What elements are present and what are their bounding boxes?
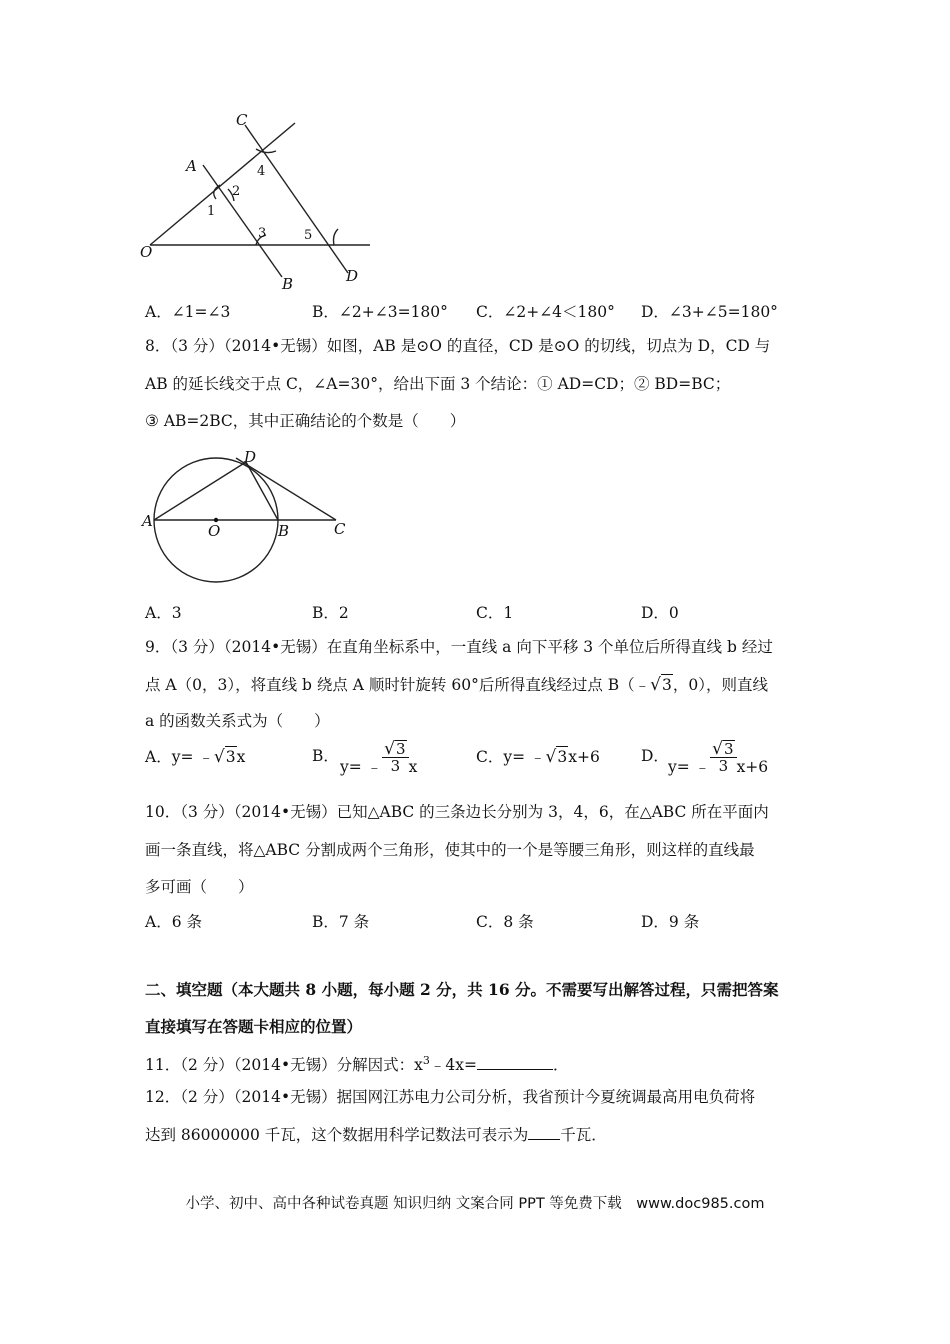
page-footer: 小学、初中、高中各种试卷真题 知识归纳 文案合同 PPT 等免费下载 www.doc985.com: [185, 1196, 765, 1212]
line-a-b: [203, 165, 282, 277]
answer-blank: [528, 1125, 560, 1140]
fraction-numerator: [382, 740, 408, 758]
q10-option-a: A．6 条: [145, 913, 202, 931]
q11-mid: ﹣4x=: [429, 1056, 477, 1075]
fraction-denominator: 3: [718, 757, 729, 775]
q9-line2-radicand: 3: [662, 676, 672, 694]
line-o-c: [150, 123, 295, 245]
option-prefix: y= ﹣: [171, 748, 214, 766]
q9-option-d-expr: [668, 740, 768, 774]
q10-option-b: B．7 条: [312, 913, 370, 931]
fraction: [710, 740, 736, 774]
label-o: O: [208, 522, 221, 540]
sqrt-symbol: √: [545, 747, 557, 767]
sqrt-symbol: √: [384, 739, 396, 759]
q9-text-line-2: [145, 674, 768, 695]
q10-option-d: D．9 条: [641, 913, 700, 931]
label-a: A: [186, 157, 197, 175]
q12-text-line-2: [145, 1125, 607, 1145]
q11-exponent: 3: [422, 1054, 430, 1067]
q8-text-line-3: ③ AB=2BC，其中正确结论的个数是（ ）: [145, 412, 466, 430]
line-a-d: [154, 462, 246, 520]
q8-text-line-1: 8．（3 分）（2014•无锡）如图，AB 是⊙O 的直径，CD 是⊙O 的切线，切点为 D，CD 与: [145, 337, 771, 355]
q8-option-a: A．3: [145, 604, 182, 622]
option-radicand: 3: [557, 748, 568, 766]
figure-circle-tangent: [138, 448, 353, 588]
angle-label-1: 1: [207, 204, 216, 219]
option-label: A．: [145, 748, 172, 766]
q12-line2-pre: 达到 86000000 千瓦，这个数据用科学记数法可表示为: [145, 1126, 529, 1144]
radicand: 3: [396, 740, 406, 758]
angle-label-5: 5: [304, 228, 313, 243]
q11-post: ．: [552, 1056, 569, 1075]
option-prefix: y= ﹣: [340, 758, 383, 776]
q7-option-b: B．∠2+∠3=180°: [312, 303, 448, 321]
q7-option-d: D．∠3+∠5=180°: [641, 303, 778, 321]
radicand: 3: [724, 740, 734, 758]
section-2-heading-line-2: 直接填写在答题卡相应的位置）: [145, 1017, 363, 1036]
q9-option-a: [145, 746, 245, 767]
label-d: D: [346, 267, 359, 285]
q9-option-c: [476, 746, 600, 767]
option-radicand: 3: [225, 748, 236, 766]
label-c: C: [236, 111, 248, 129]
q8-option-c: C．1: [476, 604, 514, 622]
q11-text: [145, 1051, 568, 1075]
q8-option-d: D．0: [641, 604, 679, 622]
option-label: C．: [476, 748, 504, 766]
q9-option-d: D．: [641, 747, 669, 765]
q9-text-line-3: a 的函数关系式为（ ）: [145, 712, 330, 730]
sqrt-symbol: √: [712, 739, 724, 759]
figure-parallel-lines: [130, 105, 390, 300]
q9-option-b-expr: [340, 740, 417, 774]
line-d-b: [246, 462, 278, 520]
option-suffix: x+6: [736, 758, 769, 776]
q10-text-line-1: 10．（3 分）（2014•无锡）已知△ABC 的三条边长分别为 3，4，6，在△ABC 所在平面内: [145, 803, 769, 821]
label-b: B: [282, 275, 294, 293]
q7-option-c: C．∠2+∠4＜180°: [476, 303, 615, 321]
line-c-d: [245, 125, 348, 273]
fraction: [382, 740, 408, 774]
fraction-denominator: 3: [390, 757, 401, 775]
option-prefix: y= ﹣: [503, 748, 546, 766]
q12-line2-post: 千瓦．: [560, 1126, 607, 1144]
q9-line2-neg: ﹣: [634, 676, 651, 694]
angle-label-3: 3: [258, 226, 267, 241]
q10-text-line-2: 画一条直线，将△ABC 分割成两个三角形，使其中的一个是等腰三角形，则这样的直线最: [145, 841, 755, 859]
q8-option-b: B．2: [312, 604, 349, 622]
q12-text-line-1: 12．（2 分）（2014•无锡）据国网江苏电力公司分析，我省预计今夏统调最高用电负荷将: [145, 1088, 756, 1106]
sqrt-symbol: √: [213, 747, 225, 767]
label-d: D: [244, 448, 257, 466]
angle-label-4: 4: [257, 164, 266, 179]
option-suffix: x: [236, 748, 246, 766]
label-a: A: [142, 512, 153, 530]
answer-blank: [477, 1055, 553, 1070]
sqrt-symbol: √: [650, 675, 661, 695]
tangent-d-c: [236, 458, 336, 520]
q11-pre: 11．（2 分）（2014•无锡）分解因式：x: [145, 1056, 423, 1075]
q10-option-c: C．8 条: [476, 913, 534, 931]
q10-text-line-3: 多可画（ ）: [145, 878, 254, 896]
q9-option-b: B．: [312, 747, 339, 765]
label-c: C: [334, 520, 346, 538]
q9-text-line-1: 9．（3 分）（2014•无锡）在直角坐标系中，一直线 a 向下平移 3 个单位后所得直线 b 经过: [145, 638, 773, 656]
option-suffix: x: [408, 758, 418, 776]
option-prefix: y= ﹣: [668, 758, 711, 776]
angle-label-2: 2: [232, 184, 241, 199]
q8-text-line-2: AB 的延长线交于点 C，∠A=30°，给出下面 3 个结论：① AD=CD；② BD=BC；: [145, 375, 731, 393]
angle-arc-4: [256, 149, 276, 153]
q9-line2-pre: 点 A（0，3），将直线 b 绕点 A 顺时针旋转 60°后所得直线经过点 B（: [145, 676, 635, 694]
label-b: B: [278, 522, 290, 540]
label-o: O: [140, 243, 153, 261]
q9-line2-post: ，0），则直线: [672, 676, 768, 694]
angle-arc-5: [334, 229, 339, 245]
fraction-numerator: [710, 740, 736, 758]
option-suffix: x+6: [568, 748, 600, 766]
section-2-heading-line-1: 二、填空题（本大题共 8 小题，每小题 2 分，共 16 分。不需要写出解答过程，只需把答案: [145, 980, 779, 999]
q7-option-a: A．∠1=∠3: [145, 303, 231, 321]
